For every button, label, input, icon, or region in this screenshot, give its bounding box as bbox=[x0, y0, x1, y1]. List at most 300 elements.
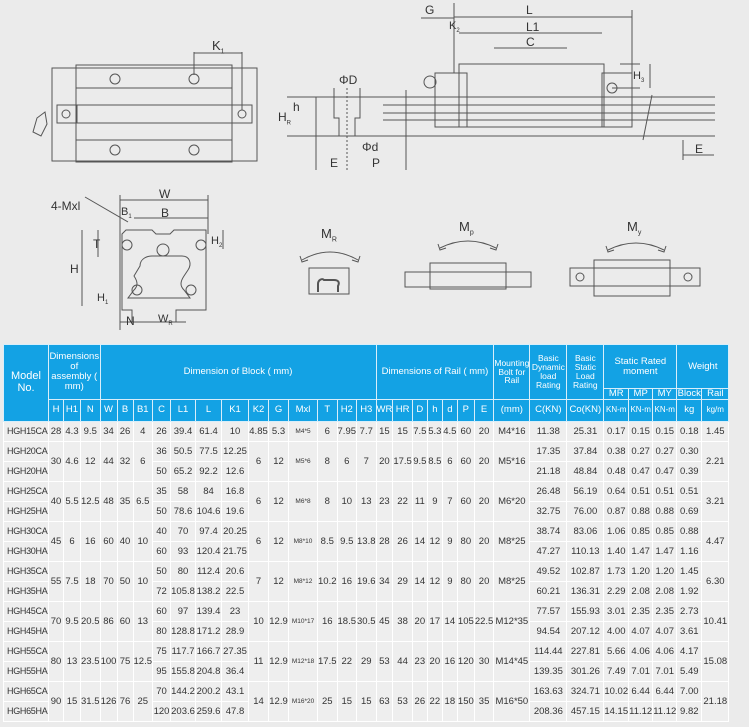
cell: 0.27 bbox=[629, 441, 653, 461]
cell: 1.20 bbox=[653, 561, 677, 581]
col-MY-unit: KN-m bbox=[653, 399, 677, 421]
block-weight-header: Block bbox=[677, 388, 701, 399]
B1-label: $B_1$ bbox=[121, 206, 132, 221]
model-header: Model No. bbox=[4, 345, 49, 422]
cell: 11.38 bbox=[530, 421, 567, 441]
cell: 48.84 bbox=[567, 461, 604, 481]
cell: 200.2 bbox=[196, 681, 222, 701]
cell: M10*17 bbox=[289, 601, 318, 641]
cell: 47.8 bbox=[222, 701, 249, 721]
cell: 102.87 bbox=[567, 561, 604, 581]
cell: 30 bbox=[49, 441, 64, 481]
cell: 5.3 bbox=[269, 421, 289, 441]
cell: 0.30 bbox=[677, 441, 702, 461]
cell: 75 bbox=[153, 641, 171, 661]
cell: M5*6 bbox=[289, 441, 318, 481]
cell: 1.47 bbox=[653, 541, 677, 561]
col-Mxl: Mxl bbox=[289, 399, 318, 421]
cell: 12.5 bbox=[81, 481, 101, 521]
cell: 30.5 bbox=[357, 601, 377, 641]
WR-label: $W_R$ bbox=[158, 313, 173, 328]
table-row bbox=[4, 481, 729, 501]
cell: 0.48 bbox=[604, 461, 629, 481]
cell: 80 bbox=[457, 561, 474, 601]
cell: 7.00 bbox=[677, 681, 702, 701]
cell: 5.49 bbox=[677, 661, 702, 681]
col-C: C bbox=[153, 399, 171, 421]
cell: 9.82 bbox=[677, 701, 702, 721]
phi-D-label: ΦD bbox=[339, 73, 358, 87]
col-W: W bbox=[100, 399, 117, 421]
cell: M8*12 bbox=[289, 561, 318, 601]
cell: M16*20 bbox=[289, 681, 318, 721]
cell: 12 bbox=[269, 561, 289, 601]
table-row bbox=[4, 561, 729, 581]
cell: 128.8 bbox=[171, 621, 196, 641]
cell: 126 bbox=[100, 681, 117, 721]
cell: 4.47 bbox=[702, 521, 729, 561]
cell: 14.15 bbox=[604, 701, 629, 721]
cell: 40 bbox=[117, 521, 133, 561]
cell: 11.12 bbox=[629, 701, 653, 721]
cell: 21.18 bbox=[702, 681, 729, 721]
cell: 8.5 bbox=[318, 521, 338, 561]
cell: M8*25 bbox=[494, 561, 530, 601]
cell: 60 bbox=[153, 541, 171, 561]
cell: 26.48 bbox=[530, 481, 567, 501]
E-label-right: E bbox=[695, 142, 704, 156]
table-row bbox=[4, 641, 729, 661]
cell: 9 bbox=[442, 561, 457, 601]
col-D: D bbox=[412, 399, 427, 421]
cell: 110.13 bbox=[567, 541, 604, 561]
cell: 203.6 bbox=[171, 701, 196, 721]
cell: 114.44 bbox=[530, 641, 567, 661]
cell: 12.25 bbox=[222, 441, 249, 461]
C-label: C bbox=[526, 35, 535, 49]
bolt-header: Mounting Bolt for Rail bbox=[494, 345, 530, 400]
cell: 8 bbox=[318, 441, 338, 481]
cell: 12 bbox=[269, 481, 289, 521]
cell: 56.19 bbox=[567, 481, 604, 501]
dynamic-header: Basic Dynamic load Rating bbox=[530, 345, 567, 400]
col-h: h bbox=[427, 399, 442, 421]
cell: 0.64 bbox=[604, 481, 629, 501]
cell: 2.08 bbox=[653, 581, 677, 601]
cell: M8*25 bbox=[494, 521, 530, 561]
model-cell: HGH45CA bbox=[4, 601, 49, 621]
cell: 21.18 bbox=[530, 461, 567, 481]
cell: 20 bbox=[474, 561, 494, 601]
cell: 60 bbox=[457, 421, 474, 441]
cell: 15 bbox=[393, 421, 413, 441]
moment-header: Static Rated moment bbox=[604, 345, 677, 389]
cell: 36.4 bbox=[222, 661, 249, 681]
cell: 31.5 bbox=[81, 681, 101, 721]
cell: 1.45 bbox=[702, 421, 729, 441]
MR-moment-label: $M_R$ bbox=[321, 226, 337, 244]
K2-label: $K_2$ bbox=[449, 20, 460, 35]
cell: 0.85 bbox=[629, 521, 653, 541]
cell: 7.7 bbox=[357, 421, 377, 441]
mr-header: MR bbox=[604, 389, 629, 400]
cell: 43.1 bbox=[222, 681, 249, 701]
cell: 10 bbox=[222, 421, 249, 441]
H2-label: $H_2$ bbox=[211, 235, 223, 250]
P-label: P bbox=[372, 156, 381, 170]
cell: 48 bbox=[100, 481, 117, 521]
col-block-unit: kg bbox=[677, 399, 702, 421]
cell: 4.06 bbox=[629, 641, 653, 661]
model-cell: HGH30HA bbox=[4, 541, 49, 561]
cell: 39.4 bbox=[171, 421, 196, 441]
cell: 35 bbox=[117, 481, 133, 521]
cell: 23 bbox=[376, 481, 393, 521]
cell: 17.5 bbox=[393, 441, 413, 481]
cell: 2.29 bbox=[604, 581, 629, 601]
spec-table-body bbox=[4, 421, 729, 721]
cell: 28 bbox=[376, 521, 393, 561]
cell: 5.66 bbox=[604, 641, 629, 661]
cell: 23 bbox=[222, 601, 249, 621]
E-label-left: E bbox=[330, 156, 339, 170]
col-rail-unit: kg/m bbox=[702, 399, 729, 421]
HR-label: $H_R$ bbox=[278, 110, 292, 127]
cell: 77.57 bbox=[530, 601, 567, 621]
cell: 0.47 bbox=[653, 461, 677, 481]
cell: 20 bbox=[474, 521, 494, 561]
col-H3: H3 bbox=[357, 399, 377, 421]
cell: 80 bbox=[457, 521, 474, 561]
cell: 22.5 bbox=[222, 581, 249, 601]
my-header: MY bbox=[653, 389, 677, 400]
cell: 77.5 bbox=[196, 441, 222, 461]
cell: 28 bbox=[49, 421, 64, 441]
cell: 40 bbox=[153, 521, 171, 541]
cell: 26 bbox=[117, 421, 133, 441]
cell: 70 bbox=[49, 601, 64, 641]
table-row bbox=[4, 441, 729, 461]
cell: 13.8 bbox=[357, 521, 377, 561]
cell: 4.06 bbox=[653, 641, 677, 661]
cell: 34 bbox=[376, 561, 393, 601]
cell: 0.51 bbox=[677, 481, 702, 501]
cell: 139.4 bbox=[196, 601, 222, 621]
table-row bbox=[4, 601, 729, 621]
cell: 0.18 bbox=[677, 421, 702, 441]
cell: 37.84 bbox=[567, 441, 604, 461]
cell: 0.15 bbox=[629, 421, 653, 441]
cell: 10 bbox=[337, 481, 357, 521]
cell: 94.54 bbox=[530, 621, 567, 641]
cell: 204.8 bbox=[196, 661, 222, 681]
col-B1: B1 bbox=[133, 399, 153, 421]
cell: 23 bbox=[412, 641, 427, 681]
cell: 22 bbox=[393, 481, 413, 521]
B-label: B bbox=[161, 206, 170, 220]
cell: 16 bbox=[318, 601, 338, 641]
col-d: d bbox=[442, 399, 457, 421]
cell: 7 bbox=[357, 441, 377, 481]
cell: 32.75 bbox=[530, 501, 567, 521]
cell: 1.06 bbox=[604, 521, 629, 541]
cell: 70 bbox=[100, 561, 117, 601]
cell: 16.8 bbox=[222, 481, 249, 501]
cell: 25.31 bbox=[567, 421, 604, 441]
cell: 8 bbox=[318, 481, 338, 521]
cell: 10.2 bbox=[318, 561, 338, 601]
cell: 45 bbox=[376, 601, 393, 641]
cell: 144.2 bbox=[171, 681, 196, 701]
cell: 19.6 bbox=[357, 561, 377, 601]
cell: 22 bbox=[337, 641, 357, 681]
cell: 2.21 bbox=[702, 441, 729, 481]
cell: 97 bbox=[171, 601, 196, 621]
cell: 95 bbox=[153, 661, 171, 681]
cell: 12 bbox=[269, 521, 289, 561]
cell: 0.51 bbox=[653, 481, 677, 501]
cell: 11.12 bbox=[653, 701, 677, 721]
cell: 208.36 bbox=[530, 701, 567, 721]
cell: 0.47 bbox=[629, 461, 653, 481]
cell: 14 bbox=[412, 561, 427, 601]
MY-moment-label: $M_y$ bbox=[627, 219, 642, 237]
cell: 6 bbox=[133, 441, 153, 481]
cell: 15 bbox=[64, 681, 81, 721]
cell: 44 bbox=[393, 641, 413, 681]
cell: 15 bbox=[337, 681, 357, 721]
cell: 65.2 bbox=[171, 461, 196, 481]
L-label: L bbox=[526, 3, 533, 17]
cell: 1.73 bbox=[604, 561, 629, 581]
cell: 21.75 bbox=[222, 541, 249, 561]
cell: 117.7 bbox=[171, 641, 196, 661]
cell: 10 bbox=[133, 561, 153, 601]
cell: 7.01 bbox=[653, 661, 677, 681]
col-B: B bbox=[117, 399, 133, 421]
cell: 0.85 bbox=[653, 521, 677, 541]
cell: 16 bbox=[442, 641, 457, 681]
cell: 6 bbox=[318, 421, 338, 441]
L1-label: L1 bbox=[526, 20, 540, 34]
cell: 120 bbox=[457, 641, 474, 681]
cell: 72 bbox=[153, 581, 171, 601]
cell: 14 bbox=[442, 601, 457, 641]
cell: 20 bbox=[474, 481, 494, 521]
cell: 32 bbox=[117, 441, 133, 481]
cell: 0.88 bbox=[677, 521, 702, 541]
cell: 5.3 bbox=[427, 421, 442, 441]
table-row bbox=[4, 421, 729, 441]
cell: M16*50 bbox=[494, 681, 530, 721]
cell: 13 bbox=[133, 601, 153, 641]
col-H1: H1 bbox=[64, 399, 81, 421]
k1-label: $K_1$ bbox=[212, 38, 225, 56]
cell: 12.9 bbox=[269, 681, 289, 721]
model-cell: HGH25HA bbox=[4, 501, 49, 521]
cell: M14*45 bbox=[494, 641, 530, 681]
cell: 105.8 bbox=[171, 581, 196, 601]
cell: 4.17 bbox=[677, 641, 702, 661]
table-row bbox=[4, 681, 729, 701]
cell: 4.5 bbox=[442, 421, 457, 441]
H3-label: $H_3$ bbox=[633, 70, 645, 85]
h-label: h bbox=[293, 100, 300, 114]
cell: 7.5 bbox=[412, 421, 427, 441]
mp-header: MP bbox=[629, 389, 653, 400]
cell: 12 bbox=[427, 521, 442, 561]
cell: 7.5 bbox=[64, 561, 81, 601]
cell: 12.6 bbox=[222, 461, 249, 481]
cell: 138.2 bbox=[196, 581, 222, 601]
cell: M12*35 bbox=[494, 601, 530, 641]
cell: 90 bbox=[49, 681, 64, 721]
cell: 4.00 bbox=[604, 621, 629, 641]
cell: 0.39 bbox=[677, 461, 702, 481]
cell: 6.30 bbox=[702, 561, 729, 601]
cell: 0.69 bbox=[677, 501, 702, 521]
cell: 22.5 bbox=[474, 601, 494, 641]
cell: 8.5 bbox=[427, 441, 442, 481]
cell: 20 bbox=[427, 641, 442, 681]
cell: 45 bbox=[49, 521, 64, 561]
col-G: G bbox=[269, 399, 289, 421]
cell: 13 bbox=[64, 641, 81, 681]
cell: 4 bbox=[133, 421, 153, 441]
cell: 6 bbox=[442, 441, 457, 481]
cell: 9.5 bbox=[412, 441, 427, 481]
cell: 97.4 bbox=[196, 521, 222, 541]
cell: 38.74 bbox=[530, 521, 567, 541]
weight-header: Weight bbox=[677, 345, 729, 389]
cell: 6.44 bbox=[653, 681, 677, 701]
cell: 61.4 bbox=[196, 421, 222, 441]
cell: 60.21 bbox=[530, 581, 567, 601]
cell: 9.5 bbox=[81, 421, 101, 441]
cell: 25 bbox=[318, 681, 338, 721]
cell: 20.25 bbox=[222, 521, 249, 541]
cell: 6.5 bbox=[133, 481, 153, 521]
col-C-unit: C(KN) bbox=[530, 399, 567, 421]
cell: 1.47 bbox=[629, 541, 653, 561]
cell: 155.93 bbox=[567, 601, 604, 621]
model-cell: HGH45HA bbox=[4, 621, 49, 641]
cell: 50 bbox=[153, 501, 171, 521]
col-L: L bbox=[196, 399, 222, 421]
rail-weight-header: Rail bbox=[702, 389, 729, 400]
cell: 6.44 bbox=[629, 681, 653, 701]
cell: 10 bbox=[249, 601, 269, 641]
top-view-diagram bbox=[30, 30, 300, 200]
H1-label: $H_1$ bbox=[97, 292, 109, 307]
block-header: Dimension of Block ( mm) bbox=[100, 345, 376, 400]
cell: 18.5 bbox=[337, 601, 357, 641]
cell: 20 bbox=[412, 601, 427, 641]
W-label: W bbox=[159, 187, 171, 201]
cell: 1.20 bbox=[629, 561, 653, 581]
col-K1: K1 bbox=[222, 399, 249, 421]
H-label: H bbox=[70, 262, 79, 276]
cell: 12.5 bbox=[133, 641, 153, 681]
cell: 227.81 bbox=[567, 641, 604, 661]
cell: 324.71 bbox=[567, 681, 604, 701]
cell: 9.5 bbox=[337, 521, 357, 561]
mxl-label: 4-Mxl bbox=[51, 199, 81, 213]
col-H2: H2 bbox=[337, 399, 357, 421]
cell: 0.87 bbox=[604, 501, 629, 521]
cell: M8*10 bbox=[289, 521, 318, 561]
col-Co-unit: Co(KN) bbox=[567, 399, 604, 421]
model-cell: HGH20CA bbox=[4, 441, 49, 461]
model-cell: HGH55HA bbox=[4, 661, 49, 681]
cell: 18 bbox=[81, 561, 101, 601]
cell: 6 bbox=[249, 481, 269, 521]
col-T: T bbox=[318, 399, 338, 421]
cell: 35 bbox=[153, 481, 171, 501]
cell: 1.40 bbox=[604, 541, 629, 561]
cell: 11 bbox=[249, 641, 269, 681]
cell: 19.6 bbox=[222, 501, 249, 521]
cell: 70 bbox=[153, 681, 171, 701]
cell: M6*20 bbox=[494, 481, 530, 521]
assembly-header: Dimensions of assembly ( mm) bbox=[49, 345, 101, 400]
cell: 7.01 bbox=[629, 661, 653, 681]
cell: 12 bbox=[269, 441, 289, 481]
cell: 86 bbox=[100, 601, 117, 641]
cell: M12*18 bbox=[289, 641, 318, 681]
cell: 40 bbox=[49, 481, 64, 521]
cell: 49.52 bbox=[530, 561, 567, 581]
model-cell: HGH15CA bbox=[4, 421, 49, 441]
cell: 22 bbox=[427, 681, 442, 721]
cell: 5.5 bbox=[64, 481, 81, 521]
col-H: H bbox=[49, 399, 64, 421]
cell: 35 bbox=[474, 681, 494, 721]
cell: 1.45 bbox=[677, 561, 702, 581]
cell: 26 bbox=[412, 681, 427, 721]
cell: 28.9 bbox=[222, 621, 249, 641]
cell: 9.5 bbox=[64, 601, 81, 641]
cell: 60 bbox=[117, 601, 133, 641]
cell: 30 bbox=[474, 641, 494, 681]
cell: 93 bbox=[171, 541, 196, 561]
model-cell: HGH65CA bbox=[4, 681, 49, 701]
cell: 7.95 bbox=[337, 421, 357, 441]
col-bolt-unit: (mm) bbox=[494, 399, 530, 421]
cell: 7 bbox=[249, 561, 269, 601]
cell: 20 bbox=[474, 441, 494, 481]
cell: 15 bbox=[376, 421, 393, 441]
cell: 25 bbox=[133, 681, 153, 721]
cell: 26 bbox=[153, 421, 171, 441]
cell: 20.5 bbox=[81, 601, 101, 641]
cell: 9 bbox=[442, 521, 457, 561]
cell: 14 bbox=[249, 681, 269, 721]
cell: 0.15 bbox=[653, 421, 677, 441]
cell: 7.49 bbox=[604, 661, 629, 681]
model-cell: HGH65HA bbox=[4, 701, 49, 721]
cell: 17.35 bbox=[530, 441, 567, 461]
cell: 12.9 bbox=[269, 641, 289, 681]
cell: 6 bbox=[249, 441, 269, 481]
cell: 23.5 bbox=[81, 641, 101, 681]
T-label: T bbox=[93, 237, 101, 251]
cell: M4*5 bbox=[289, 421, 318, 441]
cell: 120.4 bbox=[196, 541, 222, 561]
cell: 207.12 bbox=[567, 621, 604, 641]
G-label: G bbox=[425, 3, 435, 17]
cell: 80 bbox=[153, 621, 171, 641]
